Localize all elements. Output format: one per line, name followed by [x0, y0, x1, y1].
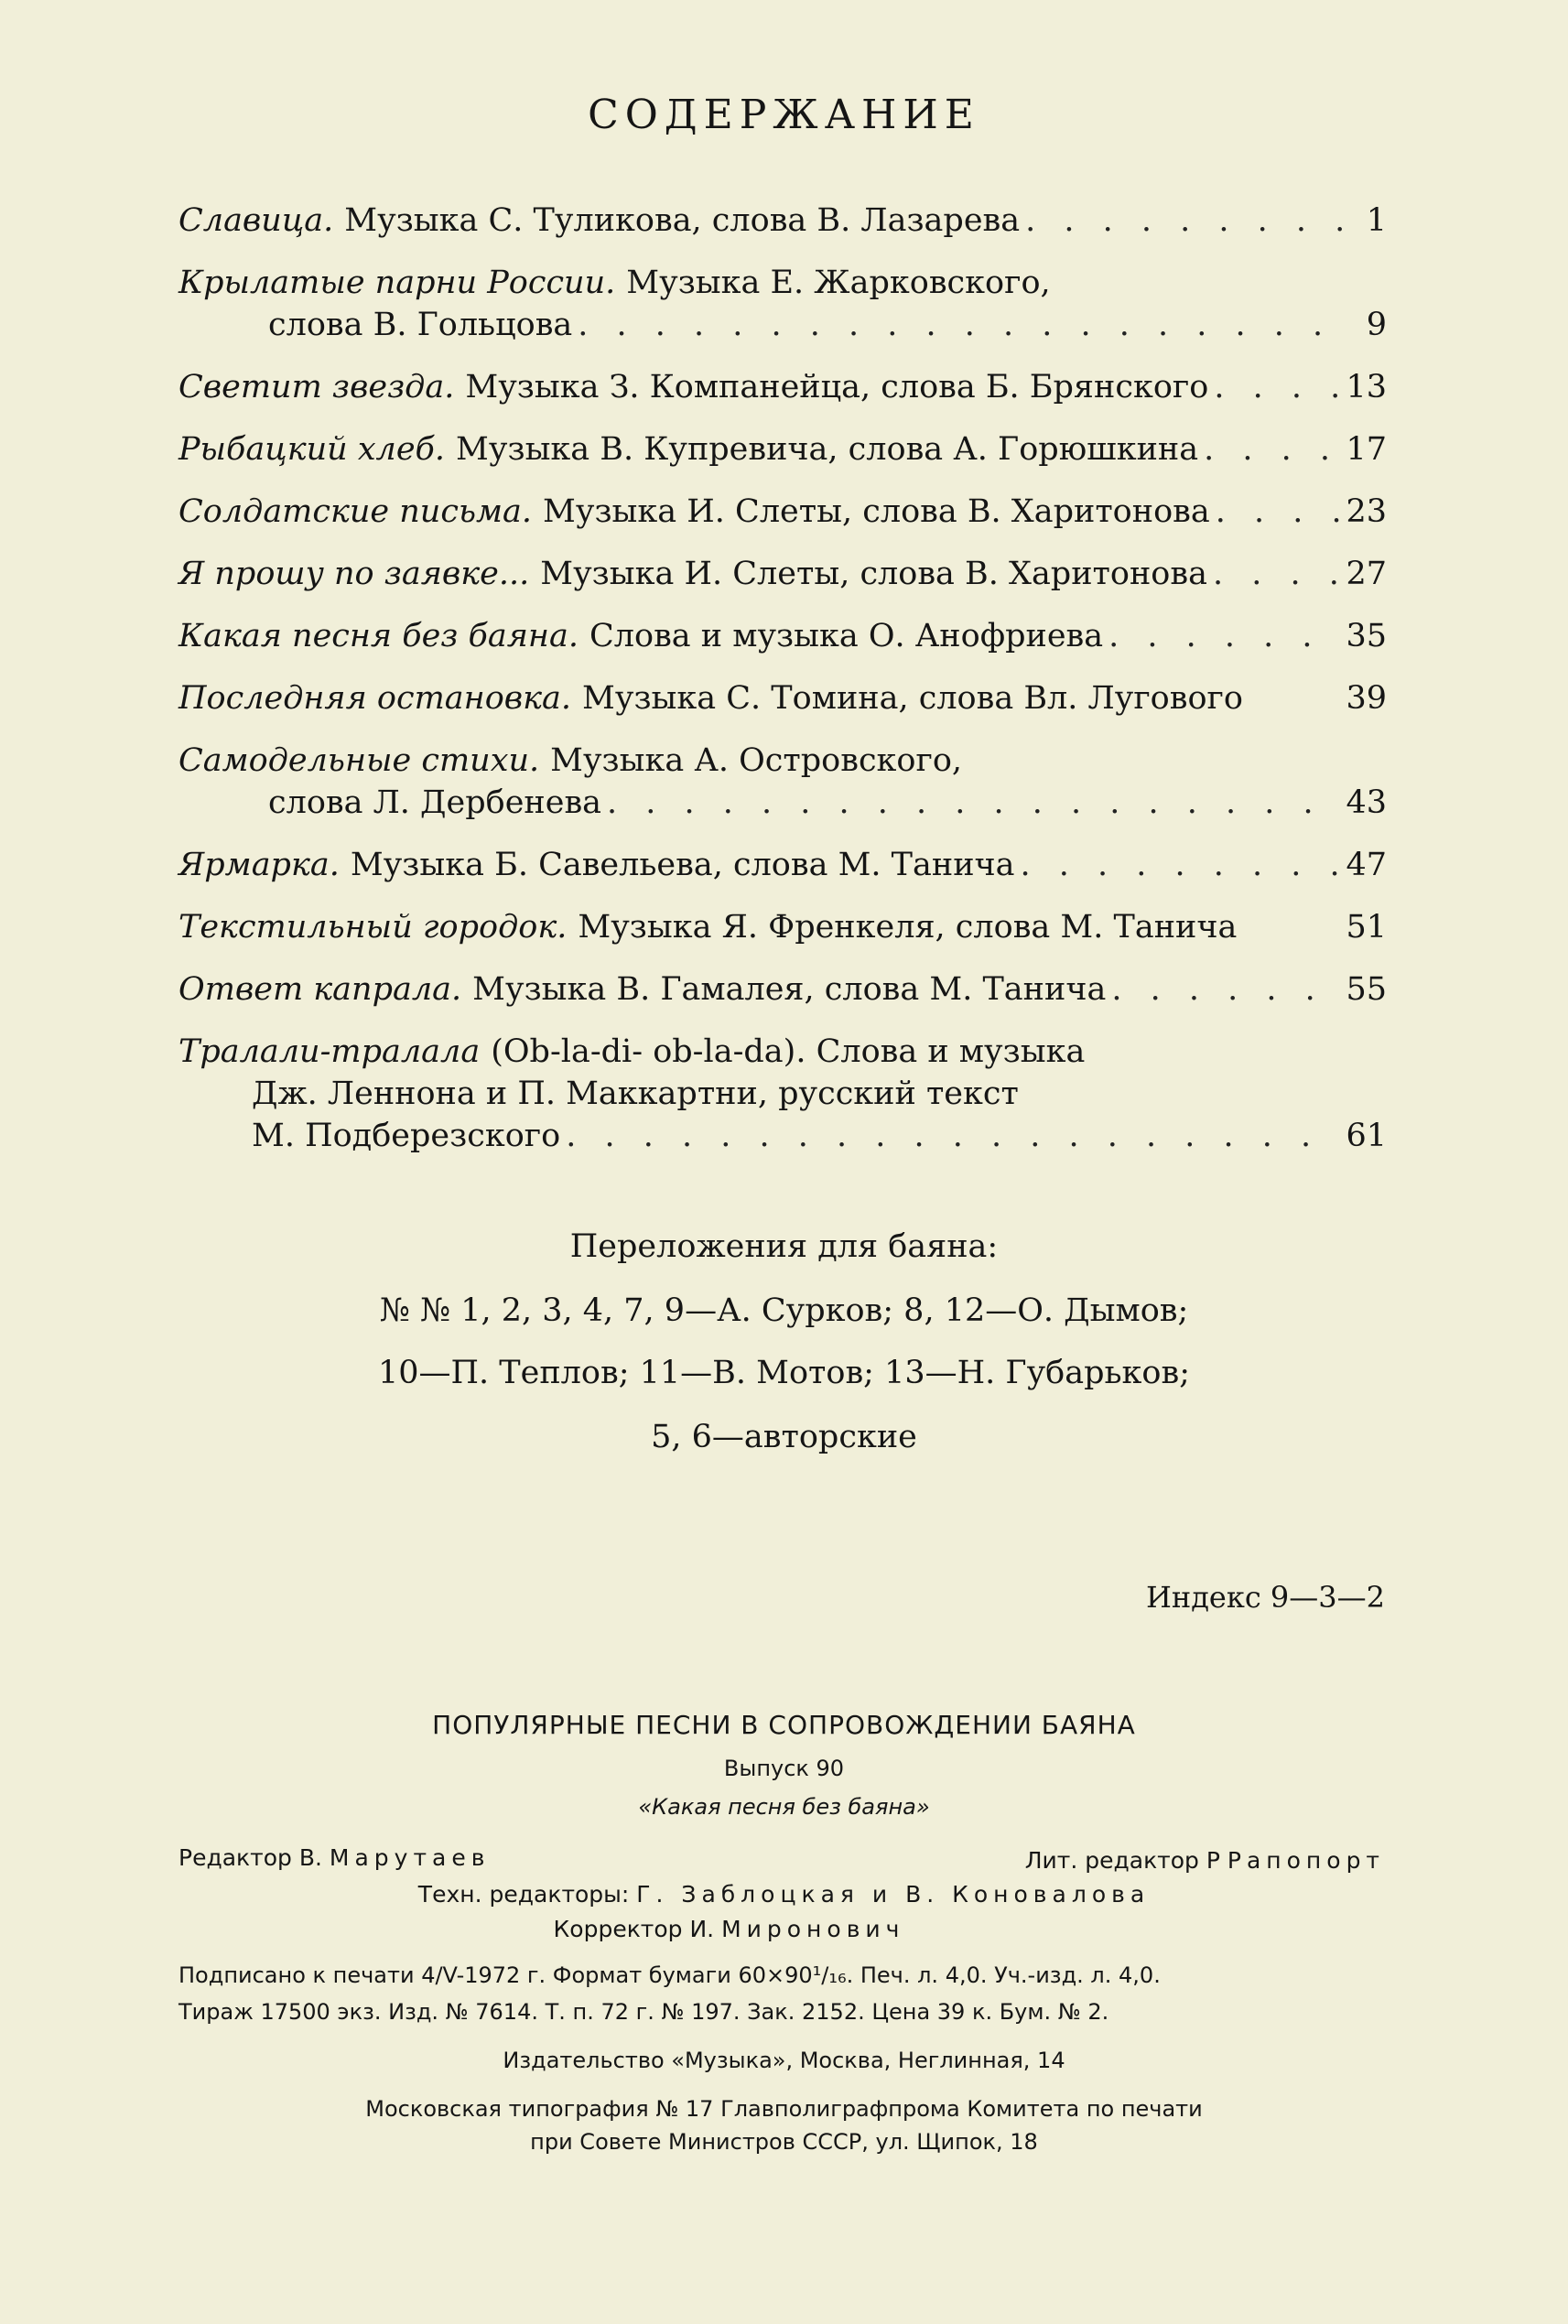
song-credit: Музыка Б. Савельева, слова М. Танича — [350, 847, 1015, 883]
leader-dots — [1111, 968, 1340, 1011]
toc-entry — [178, 262, 1387, 346]
page-number: 35 — [1346, 618, 1387, 654]
publisher: Издательство «Музыка», Москва, Неглинная, 14 — [503, 2048, 1065, 2073]
tech-editors — [0, 1881, 1568, 1908]
corrector-label: Корректор И. — [553, 1916, 715, 1942]
typography: при Совете Министров СССР, ул. Щипок, 18 — [530, 2129, 1038, 2155]
toc-entry — [178, 366, 1387, 408]
song-credit: Музыка З. Компанейца, слова Б. Брянского — [465, 369, 1209, 405]
song-credit: Музыка С. Томина, слова Вл. Лугового — [582, 680, 1243, 717]
song-credit-continued: слова Л. Дербенева — [268, 784, 602, 821]
editor — [178, 1844, 490, 1871]
page-number: 39 — [1346, 680, 1387, 717]
leader-dots — [1025, 200, 1345, 242]
series-title: ПОПУЛЯРНЫЕ ПЕСНИ В СОПРОВОЖДЕНИИ БАЯНА — [432, 1710, 1136, 1740]
issue-number: Выпуск 90 — [723, 1756, 845, 1781]
song-credit: Музыка И. Слеты, слова В. Харитонова — [540, 556, 1207, 592]
leader-dots — [578, 304, 1345, 346]
leader-dots — [1216, 491, 1341, 533]
leader-dots — [1021, 844, 1341, 886]
toc-entry — [178, 553, 1387, 595]
typography: Московская типография № 17 Главполиграфпрома Комитета по печати — [365, 2096, 1203, 2122]
leader-dots — [607, 782, 1340, 824]
arrangements-heading: Переложения для баяна: — [569, 1228, 999, 1265]
song-title: Текстильный городок. — [178, 909, 568, 946]
song-credit-continued: слова В. Гольцова — [268, 307, 573, 343]
page-number: 1 — [1366, 202, 1387, 239]
leader-dots — [1204, 428, 1340, 470]
leader-dots — [1213, 553, 1341, 595]
song-title: Самодельные стихи. — [178, 742, 540, 779]
song-credit: Музыка В. Гамалея, слова М. Танича — [472, 971, 1107, 1008]
page-number: 51 — [1346, 909, 1387, 946]
toc-entry — [178, 906, 1387, 948]
song-title: Последняя остановка. — [178, 680, 572, 717]
leader-dots — [1108, 615, 1340, 657]
song-credit-continued: Дж. Леннона и П. Маккартни, русский текст — [252, 1076, 1019, 1112]
issue-subtitle: «Какая песня без баяна» — [638, 1794, 930, 1820]
toc-entry — [178, 740, 1387, 824]
song-title: Светит звезда. — [178, 369, 455, 405]
table-of-contents — [178, 200, 1387, 1177]
corrector-name: Миронович — [721, 1916, 905, 1942]
print-details: Подписано к печати 4/V-1972 г. Формат бумаги 60×90¹/₁₆. Печ. л. 4,0. Уч.-изд. л. 4,0. — [178, 1962, 1161, 1988]
song-credit: Музыка Е. Жарковского, — [626, 265, 1051, 301]
song-credit: Музыка Я. Френкеля, слова М. Танича — [578, 909, 1238, 946]
song-title: Рыбацкий хлеб. — [178, 431, 446, 468]
page-number: 55 — [1346, 971, 1387, 1008]
page-number: 13 — [1346, 369, 1387, 405]
song-title: Какая песня без баяна. — [178, 618, 579, 654]
song-credit: Музыка А. Островского, — [550, 742, 963, 779]
song-title: Солдатские письма. — [178, 493, 533, 530]
toc-entry — [178, 428, 1387, 470]
editor-label: Редактор В. — [178, 1844, 322, 1871]
song-credit: (Ob-la-di- ob-la-da). Слова и музыка — [491, 1033, 1086, 1070]
page-number: 17 — [1346, 431, 1387, 468]
leader-dots — [566, 1115, 1340, 1157]
song-credit: Музыка В. Купревича, слова А. Горюшкина — [456, 431, 1199, 468]
toc-entry — [178, 968, 1387, 1011]
lit-editor-label: Лит. редактор Р — [1024, 1847, 1220, 1874]
page-number: 27 — [1346, 556, 1387, 592]
index-code: Индекс 9—3—2 — [1145, 1580, 1385, 1615]
tech-editors-label: Техн. редакторы: — [417, 1881, 630, 1908]
toc-entry — [178, 677, 1387, 719]
song-credit: Музыка И. Слеты, слова В. Харитонова — [543, 493, 1210, 530]
song-title: Ответ капрала. — [178, 971, 462, 1008]
song-title: Славица. — [178, 202, 334, 239]
song-credit-continued: М. Подберезского — [252, 1118, 561, 1154]
leader-dots — [1214, 366, 1340, 408]
arrangements-line: 5, 6—авторские — [651, 1419, 917, 1455]
song-title: Ярмарка. — [178, 847, 340, 883]
song-credit: Музыка С. Туликова, слова В. Лазарева — [344, 202, 1021, 239]
song-title: Крылатые парни России. — [178, 265, 616, 301]
editor-name: Марутаев — [329, 1844, 491, 1871]
page-title: СОДЕРЖАНИЕ — [588, 92, 980, 138]
toc-entry — [178, 200, 1387, 242]
arrangements-line: 10—П. Теплов; 11—В. Мотов; 13—Н. Губарьков; — [377, 1355, 1190, 1391]
tech-editors-names: Г. Заблоцкая и В. Коновалова — [636, 1881, 1151, 1908]
page-number: 61 — [1346, 1118, 1387, 1154]
toc-entry — [178, 615, 1387, 657]
arrangements-line: № № 1, 2, 3, 4, 7, 9—А. Сурков; 8, 12—О. Дымов; — [379, 1292, 1189, 1329]
lit-editor-name: Рапопорт — [1227, 1847, 1385, 1874]
page-number: 9 — [1366, 307, 1387, 343]
lit-editor — [1025, 1847, 1385, 1874]
page-number: 23 — [1346, 493, 1387, 530]
corrector — [0, 1916, 1568, 1942]
toc-entry — [178, 1031, 1387, 1157]
song-title: Тралали-тралала — [178, 1033, 481, 1070]
print-details: Тираж 17500 экз. Изд. № 7614. Т. п. 72 г. № 197. Зак. 2152. Цена 39 к. Бум. № 2. — [178, 1999, 1109, 2025]
toc-entry — [178, 491, 1387, 533]
toc-entry — [178, 844, 1387, 886]
page-number: 47 — [1346, 847, 1387, 883]
song-title: Я прошу по заявке... — [178, 556, 530, 592]
page-number: 43 — [1346, 784, 1387, 821]
song-credit: Слова и музыка О. Анофриева — [589, 618, 1104, 654]
